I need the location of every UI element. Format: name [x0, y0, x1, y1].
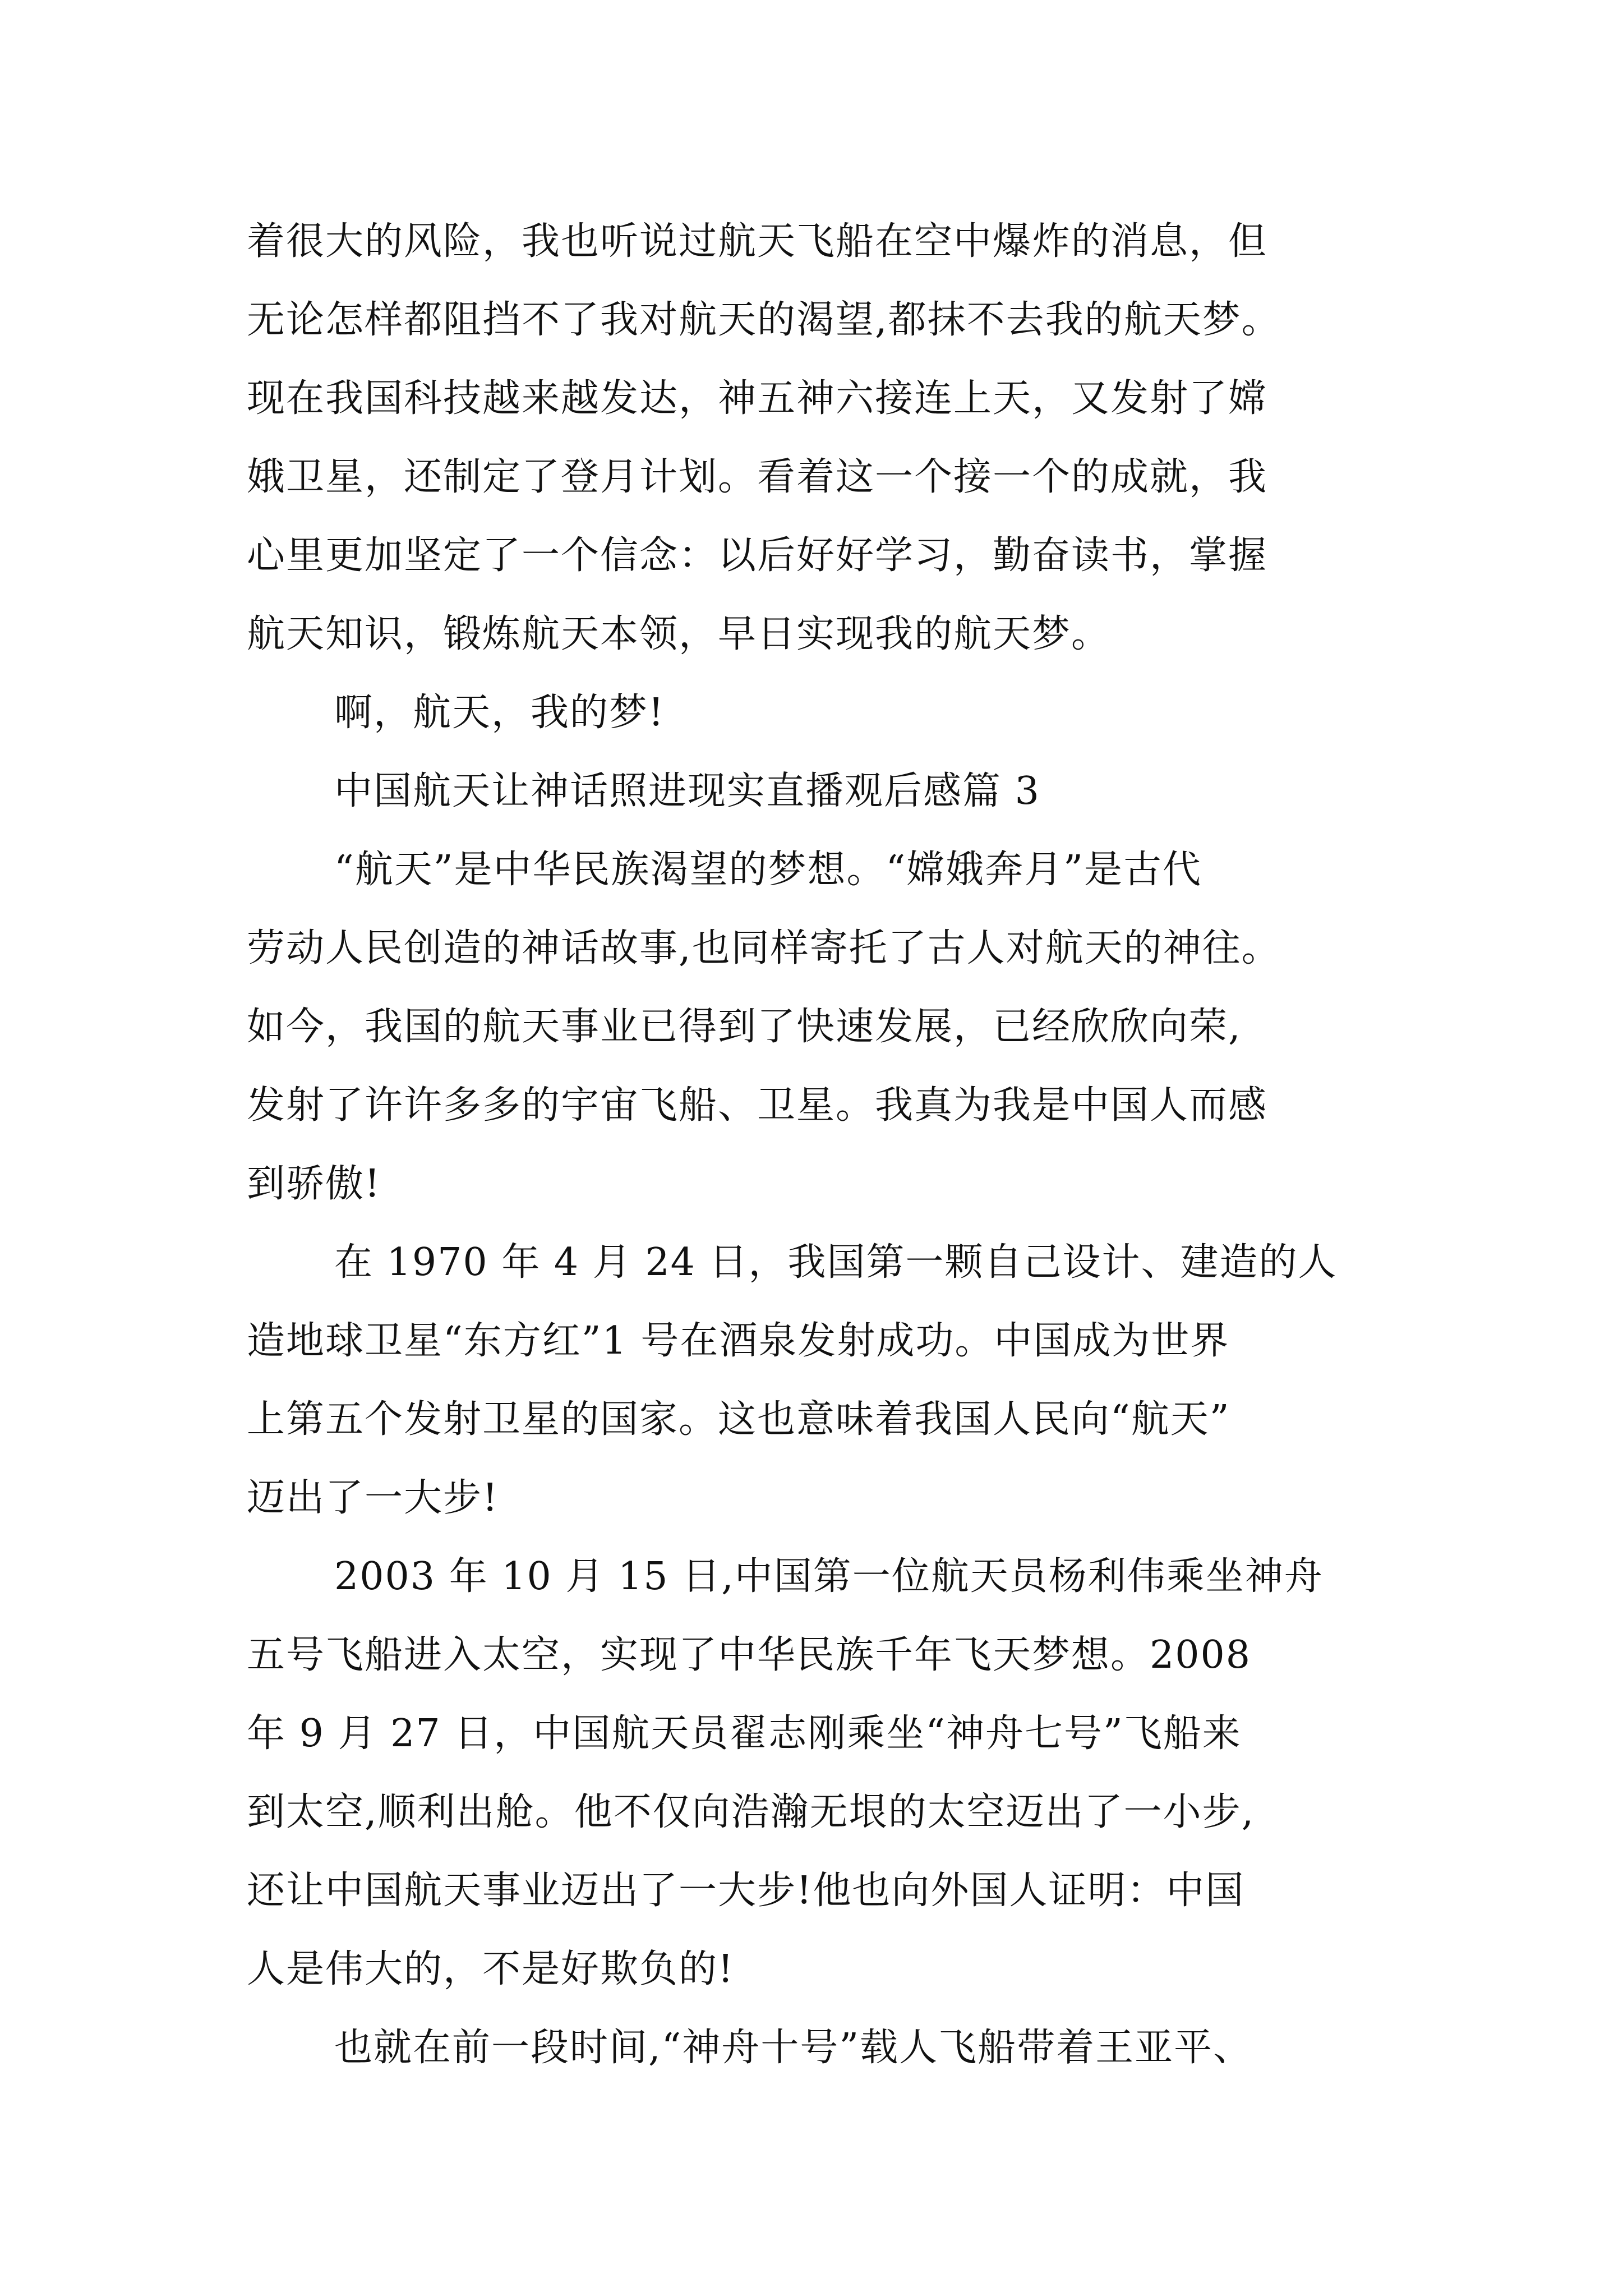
paragraph-first-line: 在 1970 年 4 月 24 日，我国第一颗自己设计、建造的人 — [334, 1240, 1338, 1285]
paragraph-first-line: 也就在前一段时间,“神舟十号”载人飞船带着王亚平、 — [334, 2026, 1253, 2070]
text-line: 心里更加坚定了一个信念：以后好好学习，勤奋读书，掌握 — [247, 533, 1268, 578]
paragraph-first-line: 2003 年 10 月 15 日,中国第一位航天员杨利伟乘坐神舟 — [334, 1554, 1324, 1599]
section-heading: 中国航天让神话照进现实直播观后感篇 3 — [334, 769, 1040, 813]
paragraph-first-line: 啊，航天，我的梦! — [334, 691, 665, 735]
text-line: 娥卫星，还制定了登月计划。看着这一个接一个的成就，我 — [247, 455, 1268, 499]
paragraph-first-line: “航天”是中华民族渴望的梦想。“嫦娥奔月”是古代 — [334, 848, 1202, 892]
text-line: 人是伟大的，不是好欺负的! — [247, 1947, 735, 1991]
text-line: 造地球卫星“东方红”1 号在酒泉发射成功。中国成为世界 — [247, 1319, 1230, 1363]
text-line: 到太空,顺利出舱。他不仅向浩瀚无垠的太空迈出了一小步, — [247, 1790, 1255, 1834]
text-line: 还让中国航天事业迈出了一大步!他也向外国人证明：中国 — [247, 1869, 1245, 1913]
text-line: 五号飞船进入太空，实现了中华民族千年飞天梦想。2008 — [247, 1633, 1252, 1677]
text-line: 现在我国科技越来越发达，神五神六接连上天，又发射了嫦 — [247, 376, 1268, 421]
text-line: 劳动人民创造的神话故事,也同样寄托了古人对航天的神往。 — [247, 926, 1281, 970]
text-line: 着很大的风险，我也听说过航天飞船在空中爆炸的消息，但 — [247, 219, 1268, 264]
text-line: 如今，我国的航天事业已得到了快速发展，已经欣欣向荣, — [247, 1005, 1242, 1049]
text-line: 上第五个发射卫星的国家。这也意味着我国人民向“航天” — [247, 1397, 1230, 1442]
text-line: 无论怎样都阻挡不了我对航天的渴望,都抹不去我的航天梦。 — [247, 298, 1281, 342]
text-line: 年 9 月 27 日，中国航天员翟志刚乘坐“神舟七号”飞船来 — [247, 1711, 1242, 1756]
text-line: 发射了许许多多的宇宙飞船、卫星。我真为我是中国人而感 — [247, 1083, 1268, 1128]
text-line: 航天知识，锻炼航天本领，早日实现我的航天梦。 — [247, 612, 1111, 656]
text-line: 迈出了一大步! — [247, 1476, 499, 1520]
text-line: 到骄傲! — [247, 1162, 381, 1206]
